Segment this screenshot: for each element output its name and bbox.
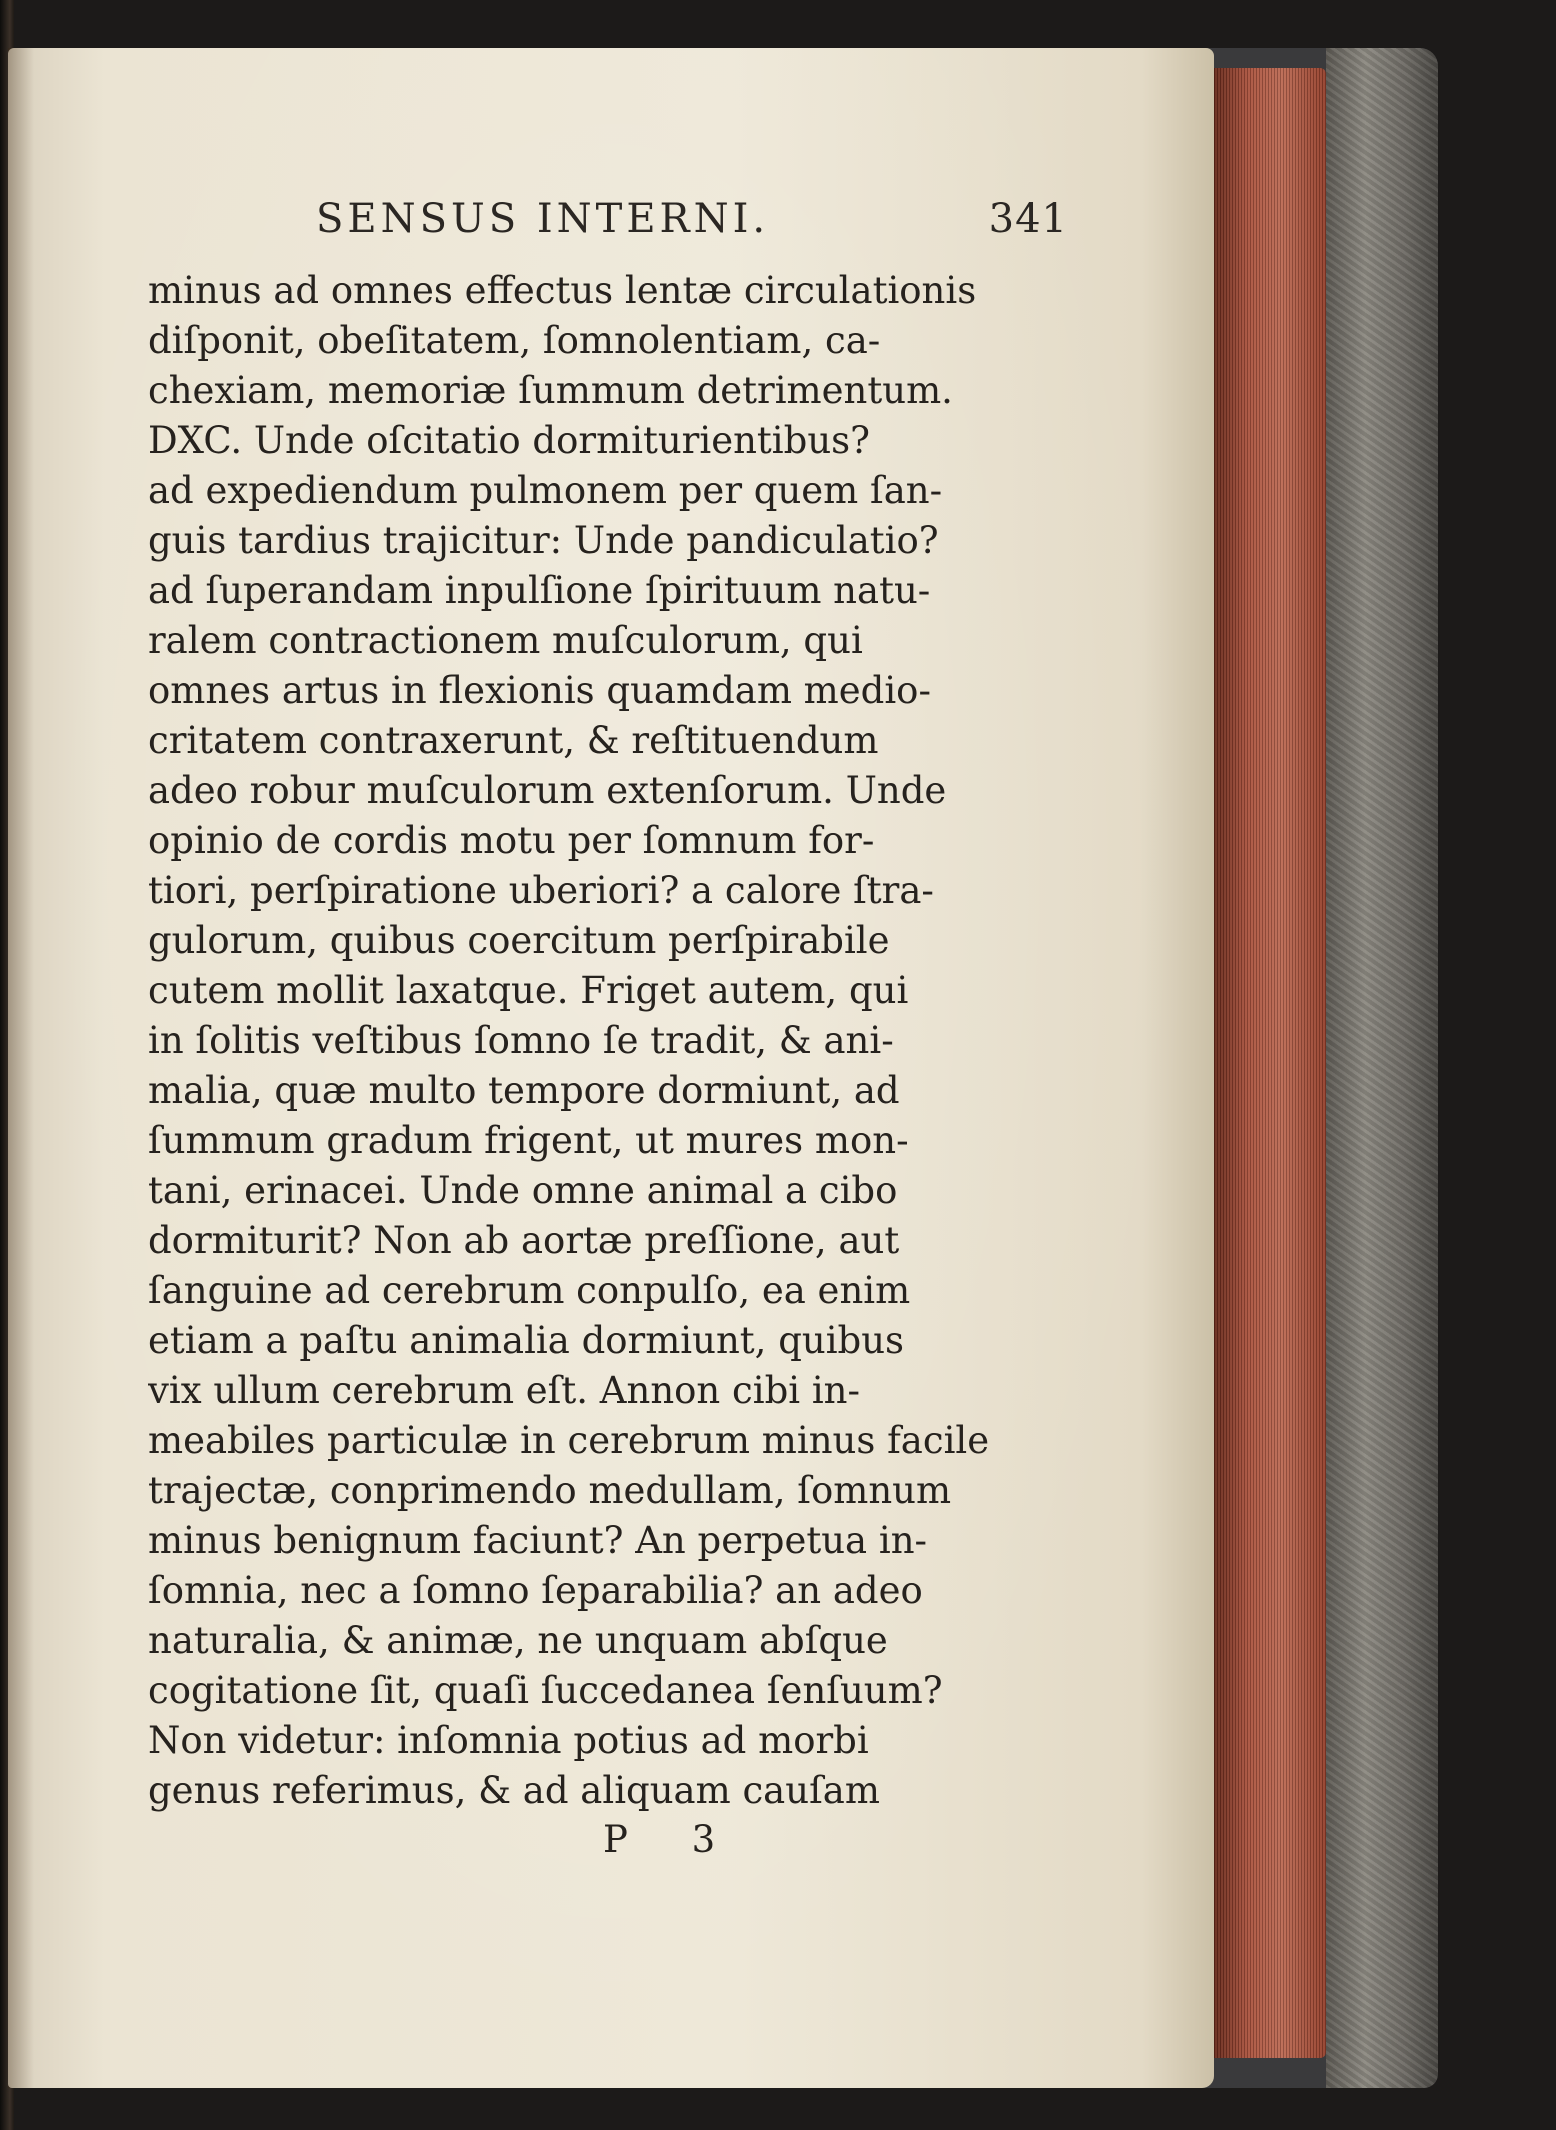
text-line: DXC. Unde oſcitatio dormiturientibus?	[148, 419, 870, 462]
text-line: tani, erinacei. Unde omne animal a cibo	[148, 1169, 898, 1212]
text-line: critatem contraxerunt, & reſtituendum	[148, 719, 879, 762]
text-line: etiam a paſtu animalia dormiunt, quibus	[148, 1319, 905, 1362]
book-cover-board	[1326, 48, 1438, 2088]
text-line: ſomnia, nec a ſomno ſeparabilia? an adeo	[148, 1569, 923, 1612]
signature-mark: P 3	[603, 1818, 742, 1861]
text-line: trajectæ, conprimendo medullam, ſomnum	[148, 1469, 952, 1512]
text-line: dormiturit? Non ab aortæ preſſione, aut	[148, 1219, 900, 1262]
text-line: ad expediendum pulmonem per quem ſan-	[148, 469, 943, 512]
text-line: ſummum gradum frigent, ut mures mon-	[148, 1119, 909, 1162]
text-line: opinio de cordis motu per ſomnum for-	[148, 819, 875, 862]
text-line: minus benignum faciunt? An perpetua in-	[148, 1519, 928, 1562]
text-line: gulorum, quibus coercitum perſpirabile	[148, 919, 890, 962]
text-line: guis tardius trajicitur: Unde pandiculatio?	[148, 519, 939, 562]
page-number: 341	[988, 196, 1068, 242]
page-gutter-shadow	[8, 48, 34, 2088]
text-line: adeo robur muſculorum extenſorum. Unde	[148, 769, 947, 812]
book-page	[8, 48, 1214, 2088]
text-line: naturalia, & animæ, ne unquam abſque	[148, 1619, 888, 1662]
text-line: cogitatione ſit, quaſi ſuccedanea ſenſuum?	[148, 1669, 943, 1712]
text-line: ſanguine ad cerebrum conpulſo, ea enim	[148, 1269, 911, 1312]
running-head	[148, 196, 1068, 266]
text-line: ralem contractionem muſculorum, qui	[148, 619, 863, 662]
text-line: cutem mollit laxatque. Friget autem, qui	[148, 969, 909, 1012]
text-line: ad ſuperandam inpulſione ſpirituum natu-	[148, 569, 931, 612]
text-line: Non videtur: inſomnia potius ad morbi	[148, 1719, 869, 1762]
running-head-title: SENSUS INTERNI.	[316, 196, 770, 242]
red-page-edges	[1214, 68, 1326, 2058]
text-line: malia, quæ multo tempore dormiunt, ad	[148, 1069, 900, 1112]
text-line: tiori, perſpiratione uberiori? a calore ſtra-	[148, 869, 934, 912]
text-line: minus ad omnes effectus lentæ circulationis	[148, 269, 977, 312]
text-line: meabiles particulæ in cerebrum minus facile	[148, 1419, 990, 1462]
text-line: chexiam, memoriæ ſummum detrimentum.	[148, 369, 953, 412]
book	[8, 48, 1438, 2088]
text-line: vix ullum cerebrum eſt. Annon cibi in-	[148, 1369, 861, 1412]
text-line: in ſolitis veſtibus ſomno ſe tradit, & ani-	[148, 1019, 894, 1062]
text-line: omnes artus in flexionis quamdam medio-	[148, 669, 931, 712]
text-line: genus referimus, & ad aliquam cauſam	[148, 1769, 880, 1812]
text-line: diſponit, obeſitatem, ſomnolentiam, ca-	[148, 319, 881, 362]
